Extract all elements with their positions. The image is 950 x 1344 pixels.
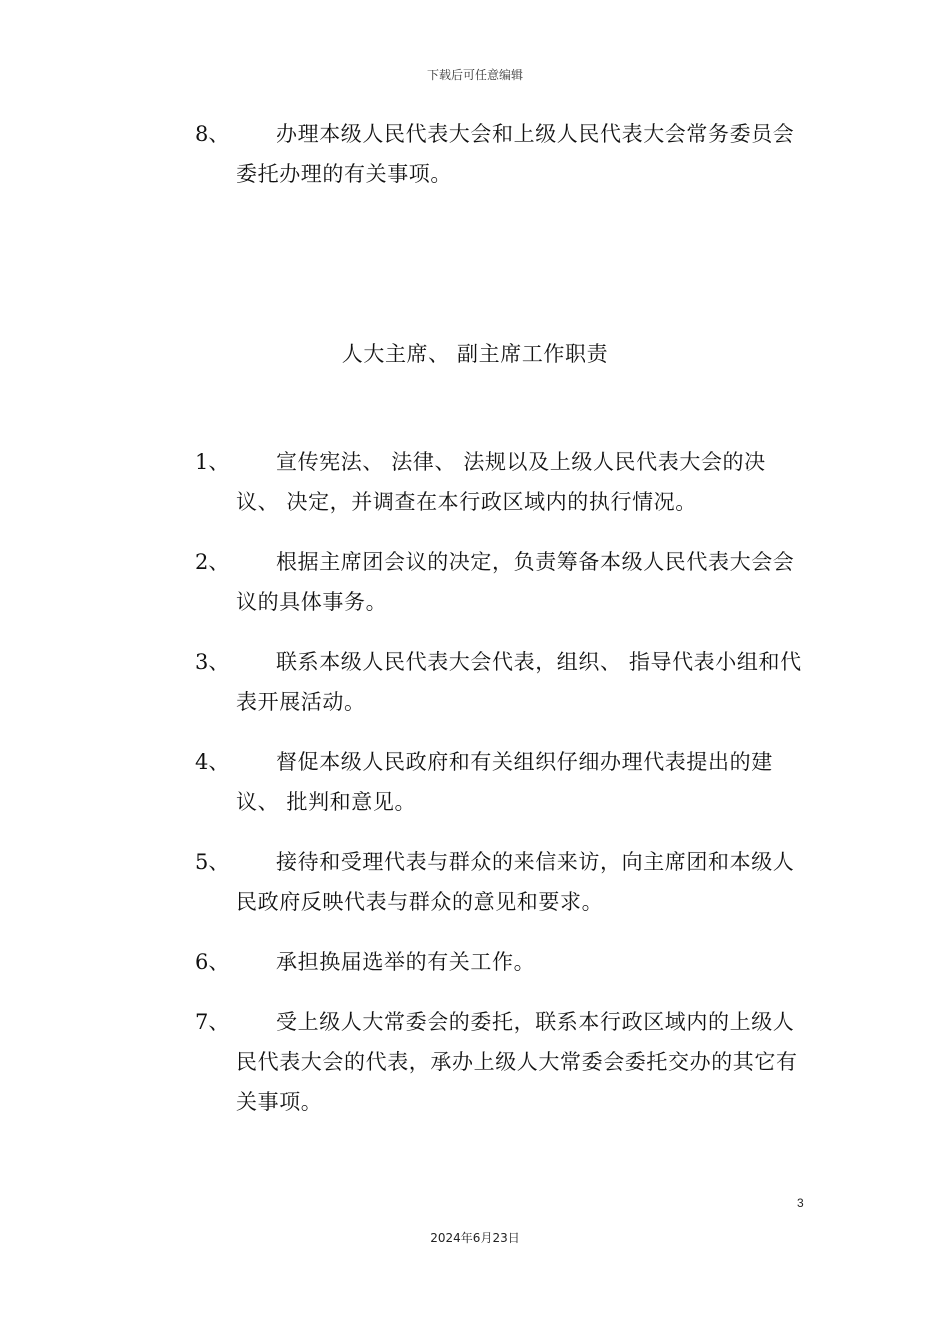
list-item-text: 联系本级人民代表大会代表，组织、 指导代表小组和代表开展活动。 <box>236 650 802 714</box>
list-item-text: 接待和受理代表与群众的来信来访，向主席团和本级人民政府反映代表与群众的意见和要求。 <box>236 850 795 914</box>
list-item-number: 8、 <box>195 122 230 146</box>
list-item-text: 受上级人大常委会的委托，联系本行政区域内的上级人民代表大会的代表，承办上级人大常委会委托交办的其它有关事项。 <box>236 1010 798 1114</box>
list-item-number: 7、 <box>195 1010 230 1034</box>
page-number: 3 <box>797 1196 804 1210</box>
list-item-number: 1、 <box>195 450 230 474</box>
list-item-number: 6、 <box>195 950 230 974</box>
list-item-text: 办理本级人民代表大会和上级人民代表大会常务委员会委托办理的有关事项。 <box>236 122 795 186</box>
list-item-number: 2、 <box>195 550 230 574</box>
list-item-number: 4、 <box>195 750 230 774</box>
footer-date: 2024年6月23日 <box>430 1231 520 1245</box>
list-item-text: 根据主席团会议的决定，负责筹备本级人民代表大会会议的具体事务。 <box>236 550 795 614</box>
list-item-text: 宣传宪法、 法律、 法规以及上级人民代表大会的决议、 决定，并调查在本行政区域内的执行情况。 <box>236 450 766 514</box>
header-note: 下载后可任意编辑 <box>426 68 523 82</box>
list-item-text: 承担换届选举的有关工作。 <box>276 950 536 974</box>
list-item-number: 3、 <box>195 650 230 674</box>
section-title: 人大主席、 副主席工作职责 <box>341 342 609 366</box>
list-item-text: 督促本级人民政府和有关组织仔细办理代表提出的建议、 批判和意见。 <box>236 750 773 814</box>
list-item-number: 5、 <box>195 850 230 874</box>
